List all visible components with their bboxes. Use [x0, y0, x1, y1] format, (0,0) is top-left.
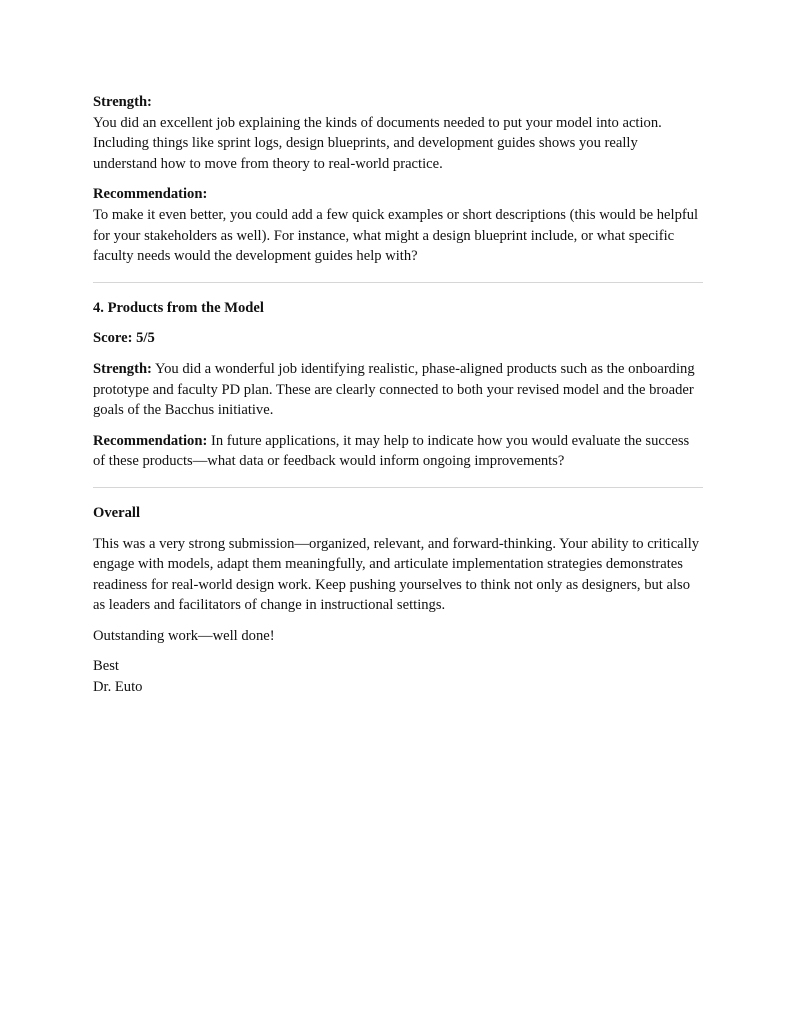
signoff-block — [93, 656, 703, 697]
recommendation-label: Recommendation: — [93, 432, 208, 449]
strength-label: Strength: — [93, 94, 152, 110]
overall-paragraph: This was a very strong submission—organized, relevant, and forward-thinking. Your ability to critically engage with models, adapt them meaningfully, and articulate implementation strategies demonstrates readiness for real-world design work. Keep pushing yourselves to think not only as designers, but also as leaders and facilitators of change in instructional settings. — [93, 535, 700, 614]
section-divider — [93, 282, 703, 283]
strength-block-section3 — [93, 92, 703, 174]
document-page — [93, 92, 703, 698]
strength-label: Strength: — [93, 360, 152, 377]
strength-block-section4 — [93, 359, 703, 421]
recommendation-label: Recommendation: — [93, 186, 208, 203]
closing-line: Outstanding work—well done! — [93, 627, 275, 644]
recommendation-block-section3 — [93, 184, 703, 266]
signature: Dr. Euto — [93, 679, 143, 696]
section-heading-overall: Overall — [93, 504, 141, 521]
score-label: Score: 5/5 — [93, 330, 155, 347]
strength-text: You did a wonderful job identifying realistic, phase-aligned products such as the onboarding prototype and faculty PD plan. These are clearly connected to both your revised model and the broader goals of the Bacchus initiative. — [93, 360, 695, 419]
recommendation-block-section4 — [93, 431, 703, 472]
section-divider — [93, 487, 703, 488]
section-heading-products: 4. Products from the Model — [93, 299, 264, 316]
strength-text: You did an excellent job explaining the kinds of documents needed to put your model into action. Including things like sprint logs, design blueprints, and development guides shows you really understand how to move from theory to real-world practice. — [93, 114, 662, 172]
recommendation-text: In future applications, it may help to indicate how you would evaluate the success of these products—what data or feedback would inform ongoing improvements? — [93, 432, 690, 470]
recommendation-text: To make it even better, you could add a few quick examples or short descriptions (this would be helpful for your stakeholders as well). For instance, what might a design blueprint include, or what specific faculty needs would the development guides help with? — [93, 206, 699, 265]
signoff: Best — [93, 658, 119, 675]
